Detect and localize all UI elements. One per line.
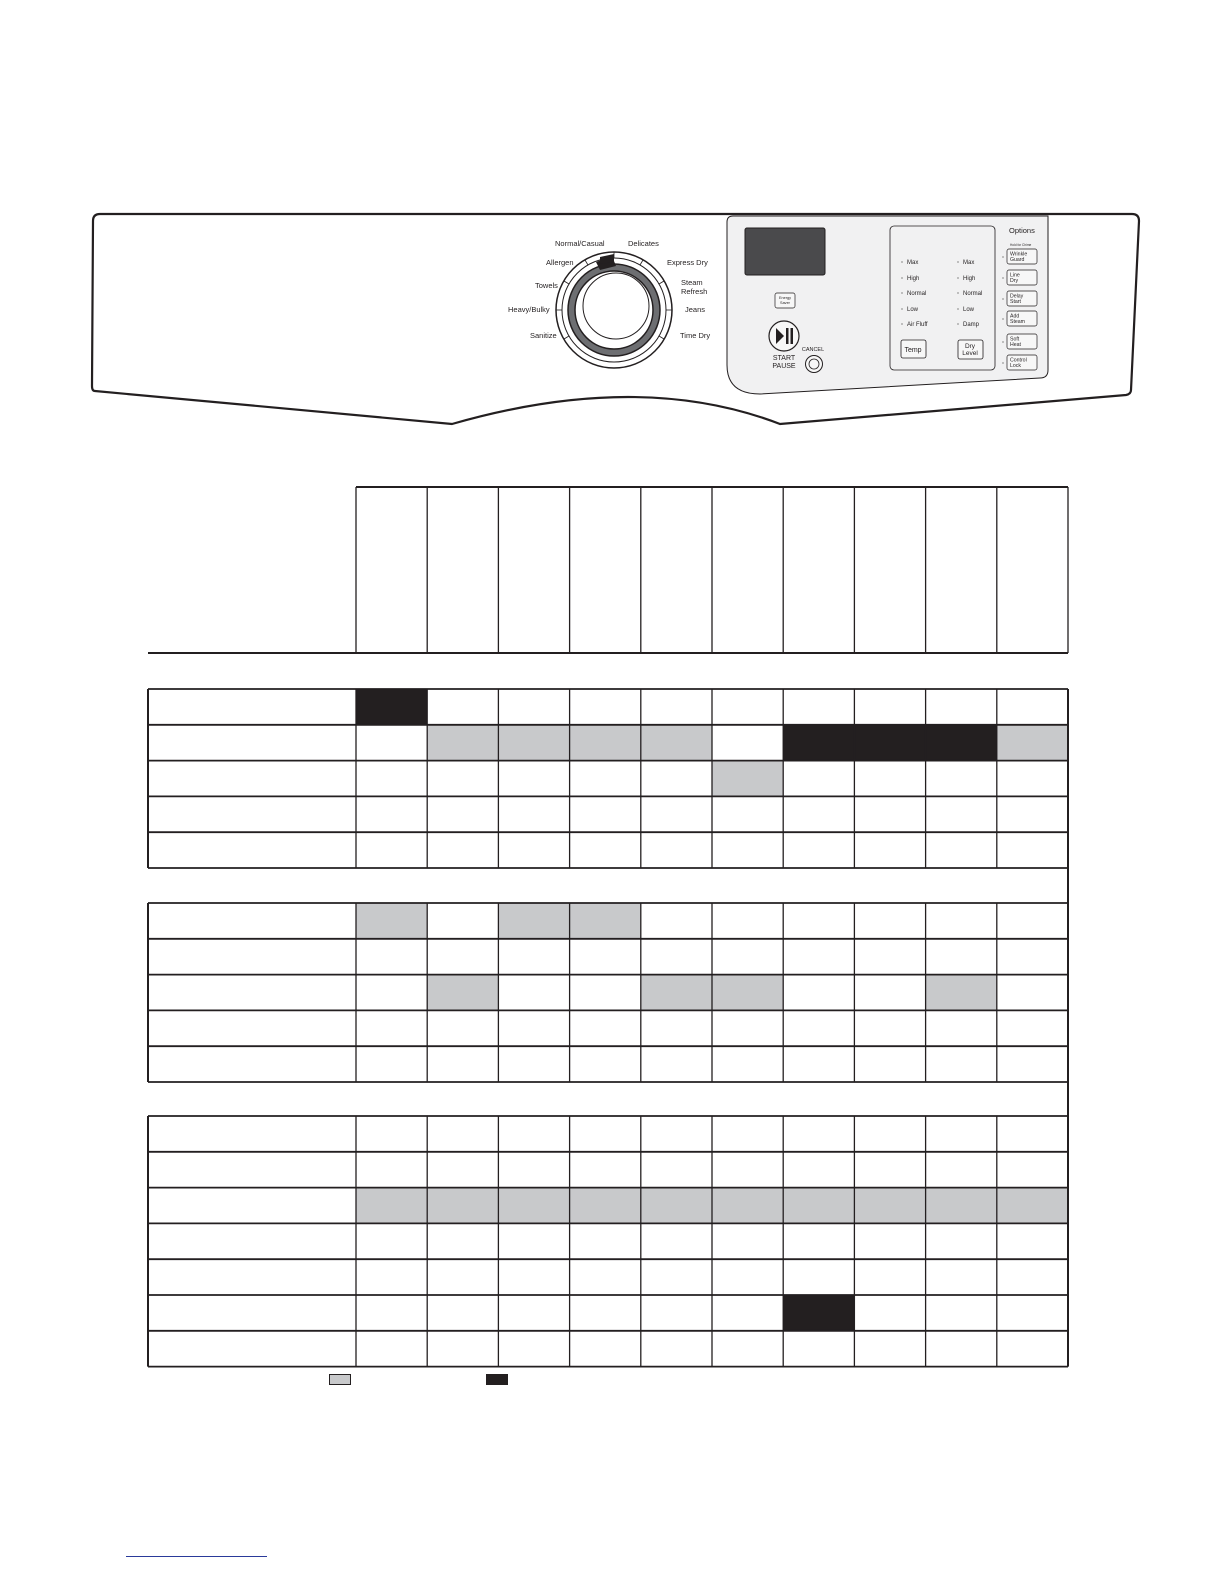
table-cell-black (356, 689, 427, 725)
option-label-line-2: Dry (1010, 278, 1019, 284)
option-label-line-1: Line (1010, 272, 1020, 279)
knob-label-towels[interactable]: Towels (535, 281, 558, 290)
option-label-line-1: Add (1010, 313, 1020, 320)
dry-level-damp: Damp (963, 322, 980, 328)
dry-level-max: Max (963, 260, 975, 266)
table-cell-gray (498, 1188, 569, 1224)
knob-label-time-dry[interactable]: Time Dry (680, 331, 711, 340)
knob-label-normal-casual[interactable]: Normal/Casual (555, 239, 605, 248)
table-cell-gray (641, 975, 712, 1011)
option-label-line-2: Steam (1010, 319, 1025, 325)
wrinkle-guard-caption: Hold for Chime (1010, 243, 1032, 247)
dry-level-high: High (963, 276, 976, 282)
option-label-line-2: Start (1010, 299, 1021, 305)
table-cell-gray (997, 1188, 1068, 1224)
table-cell-gray (427, 975, 498, 1011)
table-cell-gray (570, 903, 641, 939)
temp-level-max: Max (907, 260, 919, 266)
option-label-line-2: Guard (1010, 257, 1025, 263)
knob-label-steam[interactable]: Steam (681, 278, 703, 287)
knob-label-allergen[interactable]: Allergen (546, 258, 574, 267)
energy-saver-label-2: Saver (780, 301, 790, 305)
dry-level-label-2: Level (962, 350, 978, 357)
energy-saver-label: Energy (778, 296, 792, 300)
options-title: Options (1009, 226, 1035, 235)
cancel-label: CANCEL (801, 347, 825, 353)
legend-gray-swatch (329, 1374, 351, 1385)
table-cell-gray (783, 1188, 854, 1224)
dry-level-label-1: Dry (964, 343, 976, 350)
table-cell-gray (926, 975, 997, 1011)
option-label-line-1: Delay (1010, 293, 1024, 300)
option-label-line-1: Soft (1010, 336, 1020, 343)
table-cell-gray (427, 1188, 498, 1224)
temp-level-air-fluff: Air Fluff (907, 322, 928, 328)
temp-level-low: Low (907, 307, 919, 313)
table-cell-gray (356, 903, 427, 939)
knob-label-refresh[interactable]: Refresh (681, 287, 708, 296)
legend-black-swatch (486, 1374, 508, 1385)
dry-level-normal: Normal (963, 291, 983, 297)
knob-label-sanitize[interactable]: Sanitize (530, 331, 557, 340)
option-label-line-2: Heat (1010, 342, 1021, 348)
table-cell-gray (498, 903, 569, 939)
start-label: START (772, 355, 796, 362)
knob-label-jeans[interactable]: Jeans (685, 305, 706, 314)
temp-level-normal: Normal (907, 291, 927, 297)
option-label-line-2: Lock (1010, 363, 1021, 369)
option-label-line-1: Control (1010, 357, 1027, 364)
dry-level-low: Low (963, 307, 975, 313)
table-cell-gray (570, 1188, 641, 1224)
table-cell-gray (641, 1188, 712, 1224)
knob-label-heavy-bulky[interactable]: Heavy/Bulky (508, 305, 550, 314)
table-cell-gray (712, 761, 783, 797)
table-cell-gray (570, 725, 641, 761)
footer-link-rule (126, 1556, 267, 1557)
table-cell-gray (926, 1188, 997, 1224)
table-cell-black (783, 725, 854, 761)
table-cell-gray (712, 975, 783, 1011)
knob-label-delicates[interactable]: Delicates (628, 239, 659, 248)
table-cell-gray (712, 1188, 783, 1224)
temp-button-label: Temp (904, 347, 922, 354)
pause-label: PAUSE (772, 363, 796, 370)
table-cell-gray (854, 1188, 925, 1224)
table-cell-gray (356, 1188, 427, 1224)
table-cell-black (926, 725, 997, 761)
table-cell-gray (498, 725, 569, 761)
table-cell-black (854, 725, 925, 761)
knob-label-express-dry[interactable]: Express Dry (667, 258, 708, 267)
table-cell-black (783, 1295, 854, 1331)
table-cell-gray (427, 725, 498, 761)
temp-level-high: High (907, 276, 920, 282)
option-label-line-1: Wrinkle (1010, 251, 1028, 258)
table-cell-gray (641, 725, 712, 761)
table-cell-gray (997, 725, 1068, 761)
